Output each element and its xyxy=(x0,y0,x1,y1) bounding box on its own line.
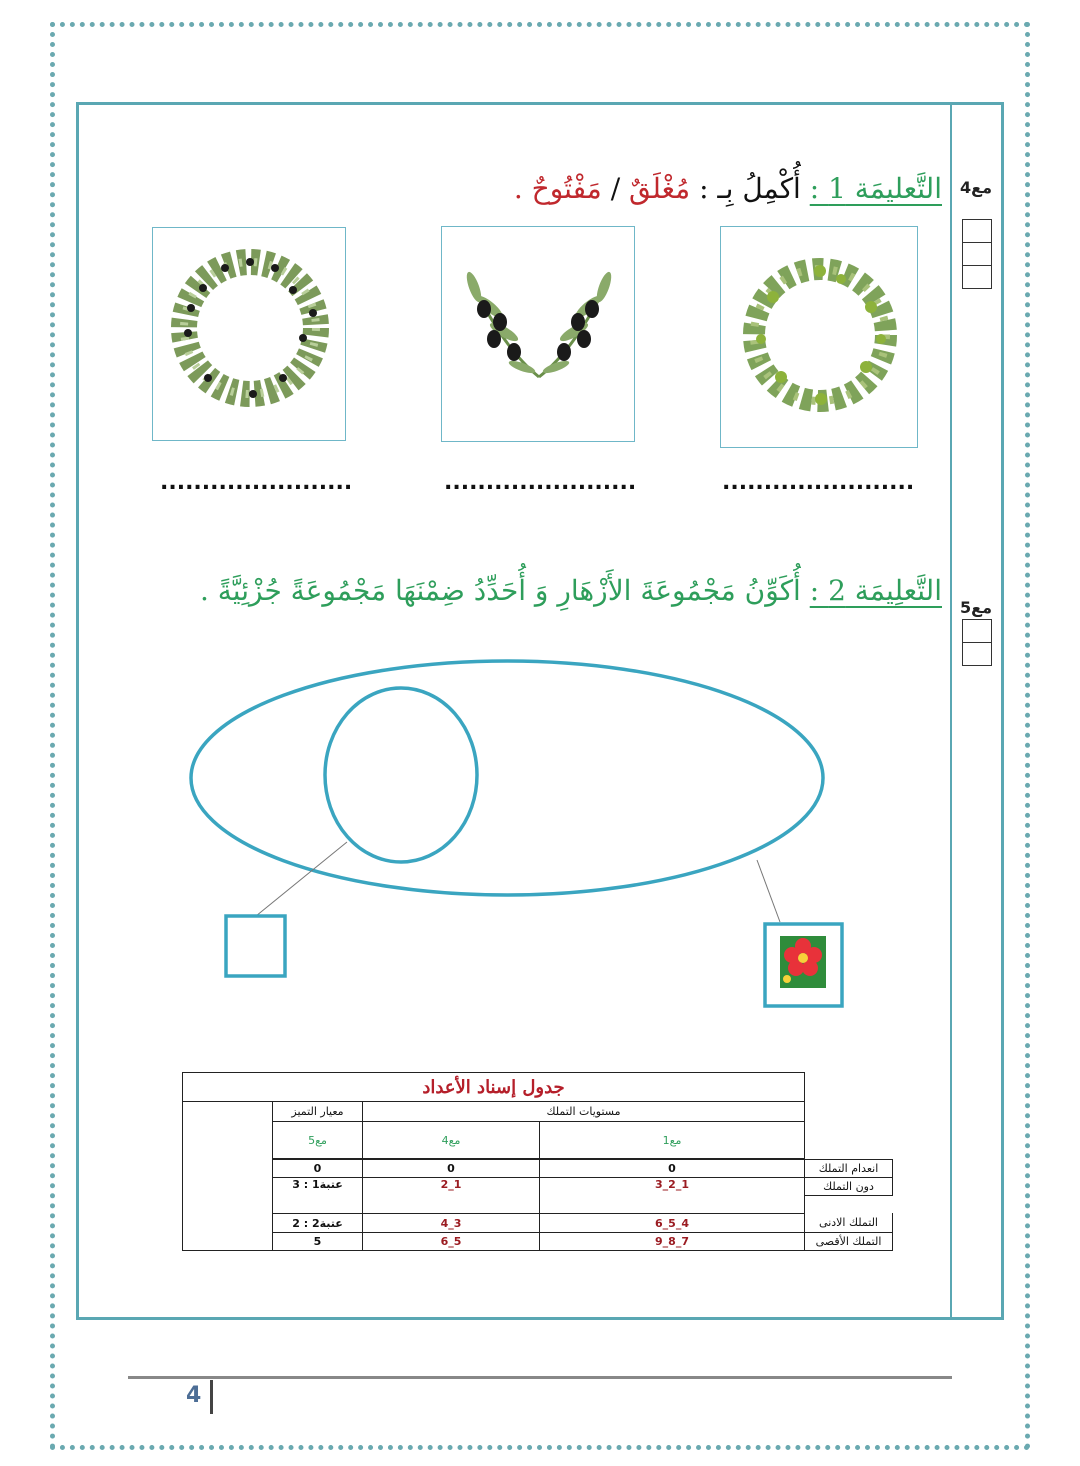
image-box-right xyxy=(720,226,918,448)
grading-table-title: جدول إسناد الأعداد xyxy=(182,1072,805,1102)
score-box[interactable] xyxy=(962,219,992,243)
grade-row-label: دون التملك xyxy=(805,1177,893,1196)
closed-wreath-dark-olives-icon xyxy=(153,228,347,442)
grade-cell-c5: 5 xyxy=(272,1232,363,1251)
page-number: 4 xyxy=(186,1383,202,1408)
answer-line-right[interactable]: ....................... xyxy=(722,470,915,495)
grade-cell-c4: 1_2 xyxy=(362,1177,540,1214)
grade-cell-c5: عتبة1 : 3 xyxy=(272,1177,363,1214)
image-box-middle xyxy=(441,226,635,442)
score-box[interactable] xyxy=(962,642,992,666)
criterion-c4-label: مع4 xyxy=(960,178,992,197)
grade-cell-c1: 0 xyxy=(539,1159,805,1178)
score-box[interactable] xyxy=(962,242,992,266)
instruction-2 xyxy=(200,574,942,607)
grade-cell-c1: 1_2_3 xyxy=(539,1177,805,1214)
grade-cell-c5: عتبة2 : 2 xyxy=(272,1213,363,1233)
instruction-1-label: التَّعليمَة 1 : xyxy=(809,172,942,205)
grade-cell-c4: 3_4 xyxy=(362,1213,540,1233)
levels-header: مستويات التملك xyxy=(362,1101,805,1122)
grade-row-label: انعدام التملك xyxy=(805,1159,893,1178)
grade-cell-c4: 5_6 xyxy=(362,1232,540,1251)
score-box[interactable] xyxy=(962,619,992,643)
instruction-1 xyxy=(514,172,942,205)
word-closed: مُغْلَقٌ xyxy=(629,172,691,205)
grade-row-label: التملك الادنى xyxy=(805,1213,893,1233)
col-c1-header: مع1 xyxy=(539,1121,805,1159)
footer-page-bar xyxy=(210,1380,213,1414)
col-c4-header: مع4 xyxy=(362,1121,540,1159)
excellence-header: معيار التميز xyxy=(272,1101,363,1122)
criterion-c4-score-boxes xyxy=(962,220,992,289)
footer-rule xyxy=(128,1376,952,1379)
instruction-2-text: أُكَوِّنُ مَجْمُوعَةَ الأَزْهَارِ وَ أُحَدِّدُ ضِمْنَهَا مَجْمُوعَةً جُزْئِيَّةً . xyxy=(199,574,801,607)
word-open: مَفْتُوحٌ . xyxy=(513,172,602,205)
grade-cell-c1: 4_5_6 xyxy=(539,1213,805,1233)
grade-cell-c5: 0 xyxy=(272,1159,363,1178)
closed-wreath-light-olives-icon xyxy=(721,227,919,449)
col-c5-header: مع5 xyxy=(272,1121,363,1159)
image-box-left xyxy=(152,227,346,441)
instruction-2-label: التَّعلِيمَة 2 : xyxy=(809,574,942,607)
grade-cell-c4: 0 xyxy=(362,1159,540,1178)
grading-blank-column xyxy=(182,1101,273,1251)
criteria-column-divider xyxy=(950,102,952,1320)
instruction-1-verb: أُكْمِلُ بِـ : xyxy=(699,172,801,205)
answer-line-left[interactable]: ....................... xyxy=(160,470,353,495)
open-branches-black-olives-icon xyxy=(442,227,636,443)
score-box[interactable] xyxy=(962,265,992,289)
criterion-c5-label: مع5 xyxy=(960,598,992,617)
grade-cell-c1: 7_8_9 xyxy=(539,1232,805,1251)
word-separator: / xyxy=(610,172,621,205)
criterion-c5-score-boxes xyxy=(962,620,992,666)
answer-line-middle[interactable]: ....................... xyxy=(444,470,637,495)
grade-row-label: التملك الأقصى xyxy=(805,1232,893,1251)
